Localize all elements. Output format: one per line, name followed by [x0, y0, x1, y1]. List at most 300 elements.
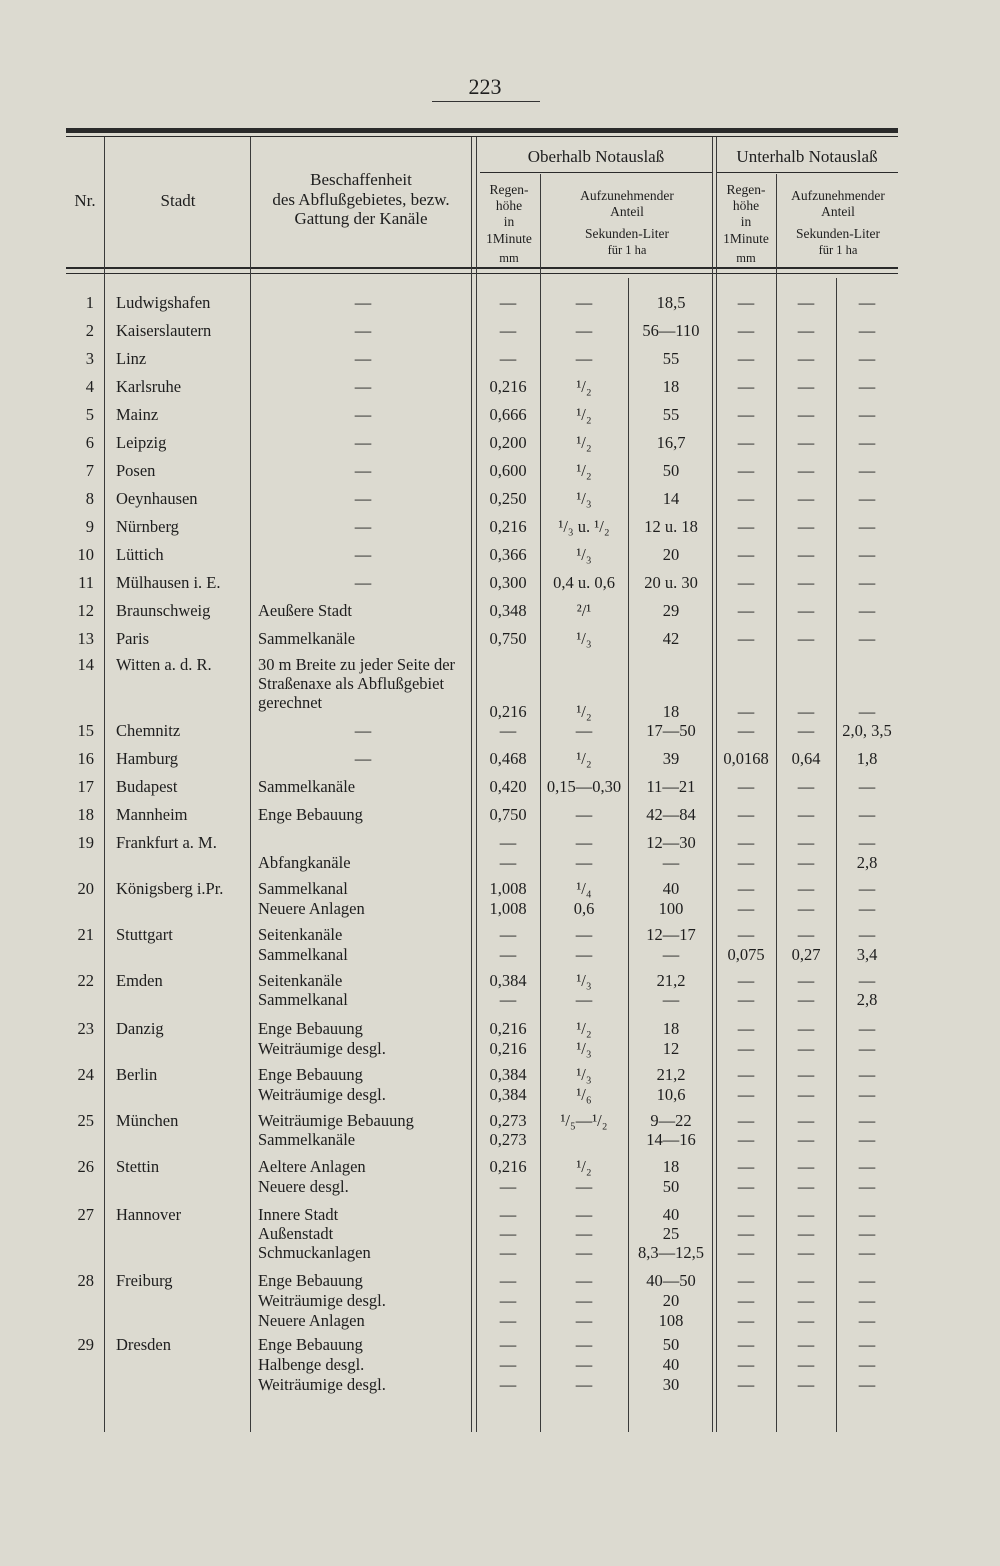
row-city: Lüttich — [116, 545, 164, 564]
unterhalb-underline — [716, 172, 898, 173]
page-number: 223 — [468, 74, 502, 99]
row-rh1: 0,216 — [489, 702, 527, 721]
row-sl2: — — [858, 833, 876, 852]
row-city: Budapest — [116, 777, 178, 796]
row-rh1: 0,468 — [489, 749, 527, 768]
header-stadt: Stadt — [160, 191, 196, 210]
row-number: 21 — [77, 925, 94, 944]
row-sl1: 17—50 — [646, 721, 696, 740]
row-number: 20 — [77, 879, 94, 898]
row-type: Seitenkanäle — [258, 971, 343, 990]
row-rh1: 0,750 — [489, 629, 527, 648]
row-city: Kaiserslautern — [116, 321, 212, 340]
row-number: 10 — [77, 545, 94, 564]
row-rh2: — — [737, 1157, 755, 1176]
row-rh1: 0,384 — [489, 1085, 527, 1104]
row-rh1: — — [499, 721, 517, 740]
row-number: 26 — [77, 1157, 94, 1176]
row-an: ¹/₂ — [576, 1157, 592, 1176]
row-sl2: 3,4 — [856, 945, 878, 964]
row-sl1: 18 — [662, 377, 680, 396]
row-rh1: 0,273 — [489, 1130, 527, 1149]
row-sl1: 14—16 — [646, 1130, 696, 1149]
row-sl1: 56—110 — [642, 321, 700, 340]
row-number: 4 — [85, 377, 94, 396]
row-an: — — [575, 945, 593, 964]
row-number: 7 — [85, 461, 94, 480]
row-rh1: 0,750 — [489, 805, 527, 824]
row-an: ¹/₃ — [576, 1039, 592, 1058]
row-sl2: — — [858, 321, 876, 340]
row-sl2: — — [858, 517, 876, 536]
row-rh1: 1,008 — [489, 899, 527, 918]
row-rh2: — — [737, 377, 755, 396]
row-type: Innere Stadt — [258, 1205, 339, 1224]
row-rh1: — — [499, 853, 517, 872]
row-rh1: — — [499, 1177, 517, 1196]
row-an: ¹/₃ u. ¹/₂ — [558, 517, 610, 536]
row-rh1: — — [499, 1355, 517, 1374]
row-city: Mülhausen i. E. — [116, 573, 221, 592]
row-type: — — [354, 405, 372, 424]
row-sl2: — — [858, 1019, 876, 1038]
row-an2: — — [797, 1205, 815, 1224]
row-rh1: — — [499, 1224, 517, 1243]
row-number: 27 — [77, 1205, 94, 1224]
col-divider-type — [471, 137, 472, 1432]
row-rh1: — — [499, 1205, 517, 1224]
row-sl1: 11—21 — [646, 777, 696, 796]
row-rh1: — — [499, 1291, 517, 1310]
row-an: 0,4 u. 0,6 — [553, 573, 615, 592]
row-sl2: — — [858, 405, 876, 424]
row-city: Karlsruhe — [116, 377, 182, 396]
row-an2: — — [797, 1271, 815, 1290]
row-an: ¹/₂ — [576, 749, 592, 768]
row-an: — — [575, 1177, 593, 1196]
row-rh2: — — [737, 461, 755, 480]
row-number: 11 — [78, 573, 94, 592]
row-rh1: — — [499, 990, 517, 1009]
row-city: Mainz — [116, 405, 159, 424]
row-an: 0,15—0,30 — [546, 777, 622, 796]
row-sl1: 8,3—12,5 — [638, 1243, 704, 1262]
row-an2: — — [797, 990, 815, 1009]
row-an: — — [575, 990, 593, 1009]
row-rh1: 0,216 — [489, 1039, 527, 1058]
row-rh2: — — [737, 777, 755, 796]
row-an2: — — [797, 405, 815, 424]
row-an: ¹/₄ — [576, 879, 592, 898]
row-an2: — — [797, 1243, 815, 1262]
row-rh1: — — [499, 945, 517, 964]
row-an2: — — [797, 321, 815, 340]
row-sl1: 20 — [662, 545, 680, 564]
row-an2: — — [797, 1019, 815, 1038]
row-type: Enge Bebauung — [258, 805, 363, 824]
row-rh2: — — [737, 293, 755, 312]
row-sl1: 42—84 — [646, 805, 696, 824]
row-number: 28 — [77, 1271, 94, 1290]
row-sl2: — — [858, 1375, 876, 1394]
row-sl2: — — [858, 971, 876, 990]
row-sl2: — — [858, 601, 876, 620]
row-rh2: — — [737, 1291, 755, 1310]
row-rh1: — — [499, 1375, 517, 1394]
row-rh2: — — [737, 833, 755, 852]
row-city: Hamburg — [116, 749, 179, 768]
top-thick-rule — [66, 128, 898, 133]
row-type: Sammelkanäle — [258, 1130, 356, 1149]
row-an2: — — [797, 1291, 815, 1310]
row-an2: — — [797, 777, 815, 796]
row-sl1: 12 — [662, 1039, 680, 1058]
row-an: — — [575, 853, 593, 872]
row-type: Enge Bebauung — [258, 1065, 363, 1084]
row-rh2: — — [737, 805, 755, 824]
row-sl2: — — [858, 377, 876, 396]
row-sl1: 40 — [662, 1355, 680, 1374]
row-sl1: 55 — [662, 405, 680, 424]
row-rh2: — — [737, 1243, 755, 1262]
row-sl1: 9—22 — [650, 1111, 692, 1130]
row-rh2: — — [737, 1130, 755, 1149]
row-number: 5 — [85, 405, 94, 424]
row-rh2: — — [737, 349, 755, 368]
row-city: Dresden — [116, 1335, 171, 1354]
row-number: 18 — [77, 805, 94, 824]
row-city: Frankfurt a. M. — [116, 833, 217, 852]
row-sl2: — — [858, 1271, 876, 1290]
row-rh2: — — [737, 1355, 755, 1374]
row-sl1: 55 — [662, 349, 680, 368]
row-type: Abfangkanäle — [258, 853, 351, 872]
row-sl1: 18 — [662, 1019, 680, 1038]
row-sl1: 100 — [658, 899, 684, 918]
row-type: — — [354, 293, 372, 312]
row-type: Aeußere Stadt — [258, 601, 352, 620]
row-sl2: — — [858, 573, 876, 592]
header-regen-unterhalb: Regen- höhe in 1Minute mm — [723, 182, 769, 265]
row-rh1: — — [499, 293, 517, 312]
row-number: 23 — [77, 1019, 94, 1038]
row-sl2: — — [858, 1291, 876, 1310]
row-type: Enge Bebauung — [258, 1335, 363, 1354]
row-city: Hannover — [116, 1205, 182, 1224]
row-sl2: — — [858, 1205, 876, 1224]
row-rh2: — — [737, 1335, 755, 1354]
row-type: Sammelkanal — [258, 990, 348, 1009]
row-rh2: — — [737, 1375, 755, 1394]
row-city: Stuttgart — [116, 925, 173, 944]
row-sl1: 42 — [662, 629, 680, 648]
row-number: 1 — [85, 293, 94, 312]
row-sl1: 21,2 — [656, 971, 686, 990]
row-city: Mannheim — [116, 805, 188, 824]
row-rh1: 0,250 — [489, 489, 527, 508]
row-an2: — — [797, 1065, 815, 1084]
row-city: Berlin — [116, 1065, 158, 1084]
row-type: — — [354, 461, 372, 480]
header-unterhalb: Unterhalb Notauslaß — [736, 147, 878, 166]
row-an: — — [575, 1335, 593, 1354]
row-an2: — — [797, 1335, 815, 1354]
row-an2: 0,27 — [791, 945, 821, 964]
row-rh2: — — [737, 1065, 755, 1084]
row-rh2: — — [737, 1085, 755, 1104]
row-rh1: 0,666 — [489, 405, 527, 424]
row-rh2: — — [737, 925, 755, 944]
row-rh1: — — [499, 1271, 517, 1290]
row-an: — — [575, 833, 593, 852]
row-number: 29 — [77, 1335, 94, 1354]
row-an2: — — [797, 1085, 815, 1104]
row-rh2: 0,0168 — [723, 749, 769, 768]
row-type: — — [354, 433, 372, 452]
row-city: Witten a. d. R. — [116, 655, 212, 674]
row-number: 8 — [85, 489, 94, 508]
row-an2: — — [797, 1177, 815, 1196]
row-an2: — — [797, 702, 815, 721]
row-an: — — [575, 805, 593, 824]
row-city: Oeynhausen — [116, 489, 198, 508]
row-sl1: 50 — [662, 1335, 680, 1354]
row-sl2: — — [858, 879, 876, 898]
row-rh1: 0,384 — [489, 971, 527, 990]
row-type: Weiträumige desgl. — [258, 1039, 386, 1058]
row-number: 2 — [85, 321, 94, 340]
row-an: — — [575, 1224, 593, 1243]
row-type: — — [354, 545, 372, 564]
row-type: Weiträumige desgl. — [258, 1291, 386, 1310]
row-rh1: — — [499, 321, 517, 340]
row-sl1: 10,6 — [656, 1085, 686, 1104]
row-rh1: 0,420 — [489, 777, 527, 796]
row-sl1: 16,7 — [656, 433, 686, 452]
row-an: ¹/₂ — [576, 377, 592, 396]
row-type: Enge Bebauung — [258, 1271, 363, 1290]
header-regen-oberhalb: Regen- höhe in 1Minute mm — [486, 182, 532, 265]
row-number: 16 — [77, 749, 94, 768]
row-an: ¹/₂ — [576, 405, 592, 424]
row-sl1: 40 — [662, 879, 680, 898]
row-rh1: 0,273 — [489, 1111, 527, 1130]
row-rh1: 0,300 — [489, 573, 527, 592]
row-rh1: 0,216 — [489, 517, 527, 536]
row-rh1: — — [499, 349, 517, 368]
row-rh1: 0,600 — [489, 461, 527, 480]
row-an2: — — [797, 349, 815, 368]
row-sl2: — — [858, 1177, 876, 1196]
row-an2: — — [797, 601, 815, 620]
row-an2: — — [797, 1157, 815, 1176]
row-type: Weiträumige Bebauung — [258, 1111, 414, 1130]
row-number: 12 — [77, 601, 94, 620]
row-an2: — — [797, 925, 815, 944]
row-type: Weiträumige desgl. — [258, 1085, 386, 1104]
row-type: Aeltere Anlagen — [258, 1157, 366, 1176]
row-an: ¹/₂ — [576, 1019, 592, 1038]
row-rh2: — — [737, 629, 755, 648]
row-an2: — — [797, 629, 815, 648]
row-an: — — [575, 1291, 593, 1310]
row-sl2: — — [858, 899, 876, 918]
row-sl1: 12—30 — [646, 833, 696, 852]
row-sl1: 18 — [662, 1157, 680, 1176]
row-rh2: — — [737, 853, 755, 872]
row-sl2: 2,8 — [856, 990, 878, 1009]
row-an2: — — [797, 573, 815, 592]
row-sl2: — — [858, 545, 876, 564]
row-rh2: — — [737, 433, 755, 452]
row-city: Freiburg — [116, 1271, 173, 1290]
row-city: Posen — [116, 461, 156, 480]
row-sl2: — — [858, 777, 876, 796]
row-number: 14 — [77, 655, 94, 674]
row-rh2: 0,075 — [727, 945, 765, 964]
row-sl1: 108 — [658, 1311, 684, 1330]
row-sl2: — — [858, 925, 876, 944]
row-sl1: 18 — [662, 702, 680, 721]
row-sl2: 1,8 — [856, 749, 878, 768]
row-an: ¹/₃ — [576, 489, 592, 508]
row-an: — — [575, 925, 593, 944]
row-sl2: 2,8 — [856, 853, 878, 872]
row-sl2: — — [858, 1065, 876, 1084]
row-an2: — — [797, 971, 815, 990]
header-nr: Nr. — [74, 191, 96, 210]
row-city: Ludwigshafen — [116, 293, 211, 312]
row-sl2: — — [858, 1039, 876, 1058]
row-type: — — [354, 517, 372, 536]
row-number: 6 — [85, 433, 94, 452]
row-rh1: 0,384 — [489, 1065, 527, 1084]
row-an2: 0,64 — [791, 749, 821, 768]
row-rh2: — — [737, 573, 755, 592]
row-rh2: — — [737, 1111, 755, 1130]
row-an: — — [575, 1271, 593, 1290]
row-sl2: — — [858, 433, 876, 452]
row-type: — — [354, 749, 372, 768]
header-anteil-oberhalb: Aufzunehmender Anteil Sekunden-Liter für 1 ha — [580, 188, 674, 257]
row-an: — — [575, 1355, 593, 1374]
row-city: Chemnitz — [116, 721, 181, 740]
row-an: — — [575, 1243, 593, 1262]
row-sl1: 12—17 — [646, 925, 696, 944]
row-an: — — [575, 1375, 593, 1394]
row-sl2: — — [858, 1111, 876, 1130]
row-rh2: — — [737, 990, 755, 1009]
page-number-rule — [432, 101, 540, 102]
row-an: 0,6 — [573, 899, 595, 918]
row-rh1: 0,216 — [489, 1019, 527, 1038]
row-an2: — — [797, 899, 815, 918]
row-sl2: — — [858, 805, 876, 824]
row-type: — — [354, 489, 372, 508]
row-rh1: 0,366 — [489, 545, 527, 564]
row-an: ¹/₅—¹/₂ — [560, 1111, 608, 1130]
row-an: ¹/₃ — [576, 1065, 592, 1084]
row-rh2: — — [737, 1205, 755, 1224]
row-sl1: — — [662, 945, 680, 964]
row-an2: — — [797, 433, 815, 452]
row-type: Sammelkanal — [258, 945, 348, 964]
row-city: Leipzig — [116, 433, 167, 452]
row-type: — — [354, 349, 372, 368]
row-number: 15 — [77, 721, 94, 740]
row-an2: — — [797, 461, 815, 480]
row-number: 19 — [77, 833, 94, 852]
row-sl2: — — [858, 349, 876, 368]
row-sl2: — — [858, 489, 876, 508]
row-city: Paris — [116, 629, 149, 648]
row-rh2: — — [737, 702, 755, 721]
row-rh2: — — [737, 1039, 755, 1058]
row-rh2: — — [737, 321, 755, 340]
row-an2: — — [797, 377, 815, 396]
row-type: Weiträumige desgl. — [258, 1375, 386, 1394]
oberhalb-underline — [480, 172, 712, 173]
row-an: — — [575, 293, 593, 312]
row-an2: — — [797, 1111, 815, 1130]
row-sl2: — — [858, 1335, 876, 1354]
row-sl1: 20 u. 30 — [644, 573, 698, 592]
row-city: Königsberg i.Pr. — [116, 879, 224, 898]
row-rh1: — — [499, 1311, 517, 1330]
row-rh1: — — [499, 1243, 517, 1262]
row-number: 25 — [77, 1111, 94, 1130]
row-sl2: — — [858, 702, 876, 721]
row-type: Neuere Anlagen — [258, 899, 365, 918]
row-number: 9 — [85, 517, 94, 536]
row-an: ¹/₃ — [576, 971, 592, 990]
header-oberhalb: Oberhalb Notauslaß — [527, 147, 665, 166]
row-an2: — — [797, 293, 815, 312]
row-an2: — — [797, 1039, 815, 1058]
row-type: Neuere Anlagen — [258, 1311, 365, 1330]
row-sl1: 39 — [662, 749, 680, 768]
row-sl2: — — [858, 1355, 876, 1374]
row-type: — — [354, 573, 372, 592]
row-sl2: — — [858, 1085, 876, 1104]
row-city: München — [116, 1111, 179, 1130]
row-rh2: — — [737, 1224, 755, 1243]
row-rh2: — — [737, 721, 755, 740]
row-sl2: — — [858, 1243, 876, 1262]
row-rh1: 0,216 — [489, 377, 527, 396]
header-beschaffenheit: Beschaffenheit des Abflußgebietes, bezw. Gattung der Kanäle — [272, 170, 450, 229]
row-number: 22 — [77, 971, 94, 990]
row-sl1: 40 — [662, 1205, 680, 1224]
row-type: — — [354, 377, 372, 396]
row-rh2: — — [737, 1177, 755, 1196]
row-sl1: 25 — [662, 1224, 680, 1243]
row-rh1: — — [499, 833, 517, 852]
row-sl2: — — [858, 1157, 876, 1176]
row-sl2: — — [858, 1224, 876, 1243]
row-sl1: 20 — [662, 1291, 680, 1310]
row-rh1: 0,348 — [489, 601, 527, 620]
top-thin-rule — [66, 136, 898, 137]
row-an2: — — [797, 1311, 815, 1330]
row-rh2: — — [737, 971, 755, 990]
row-type: — — [354, 721, 372, 740]
row-an: — — [575, 349, 593, 368]
row-sl2: — — [858, 629, 876, 648]
row-sl2: 2,0, 3,5 — [842, 721, 892, 740]
col-divider-nr — [104, 137, 105, 1432]
row-an2: — — [797, 1355, 815, 1374]
